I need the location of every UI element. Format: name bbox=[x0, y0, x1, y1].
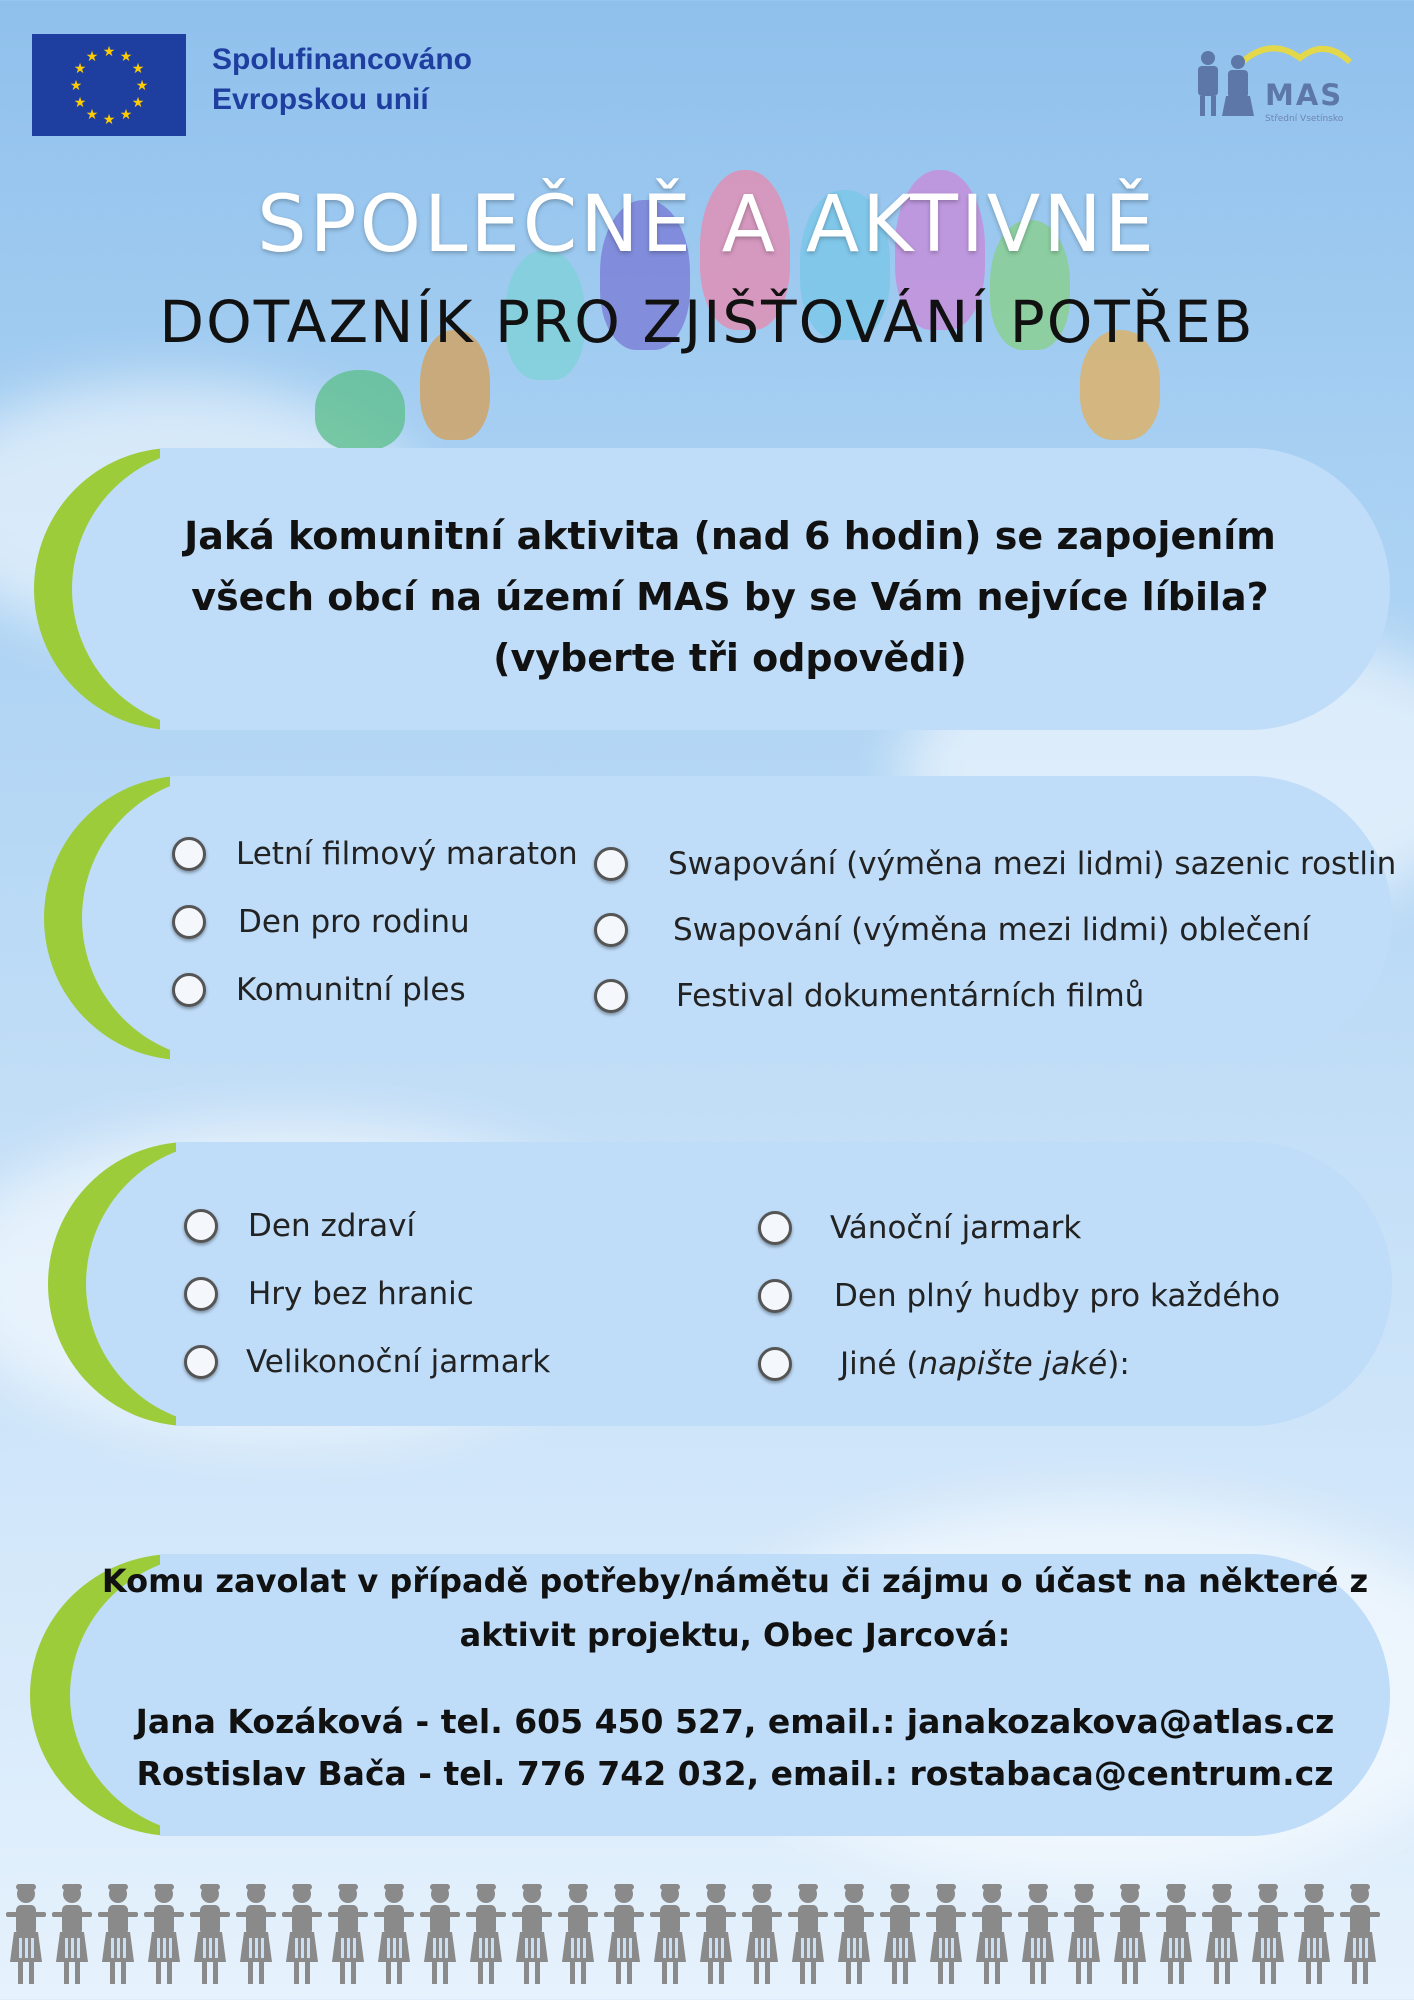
radio-button[interactable] bbox=[172, 973, 206, 1007]
svg-text:★: ★ bbox=[135, 78, 149, 94]
mas-logo-word: MAS bbox=[1265, 78, 1344, 112]
option-label: Den zdraví bbox=[248, 1208, 416, 1244]
question-text bbox=[110, 506, 1350, 689]
option-label: Swapování (výměna mezi lidmi) oblečení bbox=[673, 912, 1311, 948]
page-title: SPOLEČNĚ A AKTIVNĚ bbox=[257, 180, 1157, 270]
eu-cofunding-text bbox=[212, 40, 472, 120]
svg-text:★: ★ bbox=[102, 44, 116, 60]
svg-text:★: ★ bbox=[69, 78, 83, 94]
option-letni-filmovy-maraton[interactable] bbox=[172, 836, 578, 872]
radio-button[interactable] bbox=[184, 1345, 218, 1379]
option-swap-obleceni[interactable] bbox=[594, 912, 1310, 948]
option-other-label bbox=[840, 1346, 1130, 1382]
question-line-2: všech obcí na území MAS by se Vám nejvíce líbila? bbox=[191, 575, 1269, 619]
option-label: Den plný hudby pro každého bbox=[834, 1278, 1281, 1314]
option-label: Hry bez hranic bbox=[248, 1276, 474, 1312]
svg-text:★: ★ bbox=[131, 61, 145, 77]
radio-button[interactable] bbox=[172, 905, 206, 939]
option-hry-bez-hranic[interactable] bbox=[184, 1276, 474, 1312]
svg-text:★: ★ bbox=[85, 107, 99, 123]
svg-text:★: ★ bbox=[73, 61, 87, 77]
svg-text:★: ★ bbox=[119, 107, 133, 123]
eu-line-1: Spolufinancováno bbox=[212, 43, 473, 76]
radio-button[interactable] bbox=[594, 913, 628, 947]
svg-text:★: ★ bbox=[131, 95, 145, 111]
contact-heading bbox=[80, 1554, 1390, 1662]
option-den-pro-rodinu[interactable] bbox=[172, 904, 470, 940]
option-den-hudby[interactable] bbox=[758, 1278, 1280, 1314]
mas-logo-subtitle: Střední Vsetínsko bbox=[1265, 114, 1344, 124]
eu-flag-logo bbox=[32, 34, 186, 136]
radio-button[interactable] bbox=[594, 847, 628, 881]
option-swap-sazenice[interactable] bbox=[594, 846, 1396, 882]
radio-button[interactable] bbox=[184, 1277, 218, 1311]
option-festival-dokumentu[interactable] bbox=[594, 978, 1144, 1014]
question-line-1: Jaká komunitní aktivita (nad 6 hodin) se zapojením bbox=[184, 514, 1276, 558]
option-vanocni-jarmark[interactable] bbox=[758, 1210, 1081, 1246]
radio-button[interactable] bbox=[758, 1211, 792, 1245]
eu-stars-icon bbox=[32, 34, 186, 136]
option-label: Velikonoční jarmark bbox=[246, 1344, 551, 1380]
contact-line-1: Komu zavolat v případě potřeby/námětu či zájmu o účast na některé z bbox=[101, 1562, 1369, 1600]
radio-button[interactable] bbox=[758, 1279, 792, 1313]
contact-person-2: Rostislav Bača - tel. 776 742 032, email.: rostabaca@centrum.cz bbox=[136, 1754, 1334, 1793]
contact-line-2: aktivit projektu, Obec Jarcová: bbox=[459, 1616, 1011, 1654]
eu-line-2: Evropskou unií bbox=[212, 83, 429, 116]
question-line-3: (vyberte tři odpovědi) bbox=[493, 636, 967, 680]
svg-text:★: ★ bbox=[73, 95, 87, 111]
radio-button[interactable] bbox=[594, 979, 628, 1013]
radio-button[interactable] bbox=[758, 1347, 792, 1381]
svg-text:★: ★ bbox=[119, 49, 133, 65]
footer-folk-figures bbox=[0, 1880, 1414, 1995]
option-label: Den pro rodinu bbox=[238, 904, 470, 940]
option-other-suffix: ): bbox=[1107, 1346, 1130, 1382]
option-label: Vánoční jarmark bbox=[830, 1210, 1082, 1246]
radio-button[interactable] bbox=[184, 1209, 218, 1243]
option-label: Letní filmový maraton bbox=[236, 836, 578, 872]
option-velikonocni-jarmark[interactable] bbox=[184, 1344, 550, 1380]
option-jine[interactable] bbox=[758, 1346, 1130, 1382]
option-komunitni-ples[interactable] bbox=[172, 972, 466, 1008]
option-label: Komunitní ples bbox=[236, 972, 466, 1008]
page-subtitle: DOTAZNÍK PRO ZJIŠŤOVÁNÍ POTŘEB bbox=[159, 288, 1255, 356]
contact-person-1: Jana Kozáková - tel. 605 450 527, email.: janakozakova@atlas.cz bbox=[135, 1702, 1335, 1741]
contact-people bbox=[80, 1696, 1390, 1800]
option-other-italic: napište jaké bbox=[918, 1346, 1108, 1382]
option-label: Swapování (výměna mezi lidmi) sazenic rostlin bbox=[668, 846, 1397, 882]
svg-text:★: ★ bbox=[102, 112, 116, 128]
option-den-zdravi[interactable] bbox=[184, 1208, 415, 1244]
radio-button[interactable] bbox=[172, 837, 206, 871]
option-label: Festival dokumentárních filmů bbox=[676, 978, 1145, 1014]
option-other-prefix: Jiné ( bbox=[840, 1346, 919, 1382]
svg-text:★: ★ bbox=[85, 49, 99, 65]
